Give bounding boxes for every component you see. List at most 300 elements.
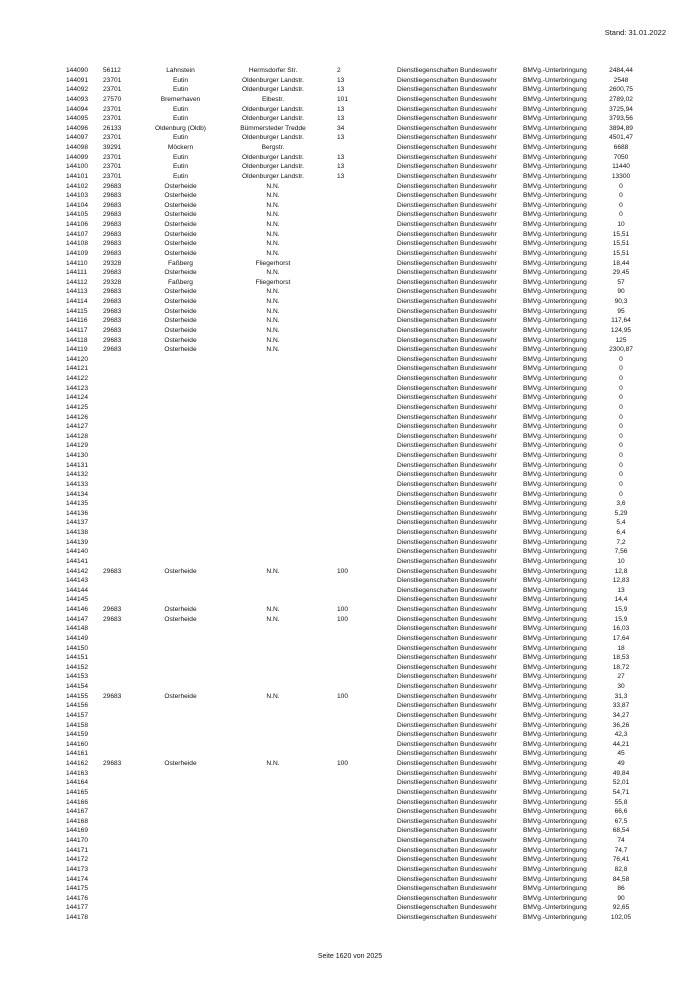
cell-category: Dienstliegenschaften Bundeswehr — [397, 288, 497, 296]
cell-city: Faßberg — [168, 259, 193, 267]
cell-postal-code — [103, 913, 143, 923]
cell-area-value: 44,21 — [612, 740, 630, 748]
cell-category: Dienstliegenschaften Bundeswehr — [397, 413, 497, 421]
cell-category: Dienstliegenschaften Bundeswehr — [397, 76, 497, 84]
cell-area-value: 92,65 — [612, 904, 630, 912]
cell-street: N.N. — [266, 567, 280, 575]
cell-usage: BMVg.-Unterbringung — [523, 509, 587, 517]
cell-city — [143, 701, 218, 711]
cell-usage: BMVg.-Unterbringung — [523, 894, 587, 902]
table-row — [66, 220, 645, 230]
cell-house-number — [328, 220, 397, 230]
cell-usage: BMVg.-Unterbringung — [523, 673, 587, 681]
table-row — [66, 913, 645, 923]
cell-postal-code — [103, 355, 143, 365]
cell-category: Dienstliegenschaften Bundeswehr — [397, 625, 497, 633]
cell-category: Dienstliegenschaften Bundeswehr — [397, 249, 497, 257]
cell-city — [143, 817, 218, 827]
cell-city — [143, 865, 218, 875]
table-row — [66, 788, 645, 798]
cell-area-value: 30 — [617, 683, 625, 690]
cell-postal-code — [103, 711, 143, 721]
table-row — [66, 586, 645, 596]
cell-category: Dienstliegenschaften Bundeswehr — [397, 529, 497, 536]
cell-row-id: 144164 — [66, 779, 89, 787]
table-row — [66, 817, 645, 827]
cell-postal-code: 29328 — [103, 278, 122, 286]
cell-row-id: 144119 — [66, 346, 88, 354]
cell-house-number: 2 — [337, 67, 341, 74]
table-row — [66, 461, 645, 471]
cell-city: Osterheide — [164, 182, 197, 190]
cell-area-value: 16,03 — [612, 625, 630, 633]
table-row — [66, 480, 645, 490]
cell-postal-code — [103, 682, 143, 692]
cell-row-id: 144178 — [66, 914, 89, 921]
cell-postal-code: 29683 — [103, 307, 122, 315]
cell-area-value: 90 — [617, 894, 625, 902]
cell-row-id: 144169 — [66, 827, 89, 835]
cell-city — [143, 711, 218, 721]
cell-category: Dienstliegenschaften Bundeswehr — [397, 163, 497, 171]
cell-postal-code — [103, 672, 143, 682]
cell-street — [218, 740, 328, 750]
cell-city — [143, 855, 218, 865]
cell-area-value: 10 — [617, 221, 625, 228]
cell-row-id: 144104 — [66, 201, 89, 209]
cell-postal-code — [103, 509, 143, 519]
cell-city — [143, 663, 218, 673]
cell-row-id: 144147 — [66, 615, 89, 623]
cell-house-number: 13 — [337, 153, 345, 161]
cell-category: Dienstliegenschaften Bundeswehr — [397, 740, 497, 748]
cell-row-id: 144170 — [66, 837, 89, 844]
cell-street — [218, 384, 328, 394]
cell-street: Fliegerhorst — [255, 278, 291, 286]
cell-city: Osterheide — [164, 606, 197, 613]
cell-category: Dienstliegenschaften Bundeswehr — [397, 201, 497, 209]
table-row — [66, 355, 645, 365]
cell-city: Möckern — [167, 144, 194, 151]
cell-street — [218, 624, 328, 634]
cell-area-value: 0 — [619, 375, 623, 382]
cell-city — [143, 846, 218, 856]
cell-postal-code — [103, 740, 143, 750]
cell-city — [143, 730, 218, 740]
cell-row-id: 144093 — [66, 95, 89, 103]
page-number: Seite 1620 von 2025 — [317, 953, 383, 960]
cell-house-number — [328, 316, 397, 326]
cell-category: Dienstliegenschaften Bundeswehr — [397, 731, 497, 739]
cell-area-value: 13300 — [611, 172, 631, 180]
cell-house-number — [328, 749, 397, 759]
cell-category: Dienstliegenschaften Bundeswehr — [397, 115, 497, 123]
cell-row-id: 144151 — [66, 654, 89, 662]
cell-row-id: 144109 — [66, 249, 89, 257]
cell-postal-code — [103, 595, 143, 605]
cell-postal-code — [103, 875, 143, 885]
cell-category: Dienstliegenschaften Bundeswehr — [397, 817, 497, 825]
cell-usage: BMVg.-Unterbringung — [523, 394, 587, 402]
cell-usage: BMVg.-Unterbringung — [523, 634, 587, 642]
cell-street: N.N. — [266, 249, 280, 257]
cell-house-number — [328, 817, 397, 827]
cell-area-value: 0 — [619, 461, 623, 469]
cell-postal-code — [103, 721, 143, 731]
cell-category: Dienstliegenschaften Bundeswehr — [397, 221, 497, 228]
cell-city — [143, 528, 218, 538]
cell-row-id: 144111 — [66, 269, 88, 277]
cell-category: Dienstliegenschaften Bundeswehr — [397, 153, 497, 161]
table-row — [66, 567, 645, 577]
cell-city — [143, 576, 218, 586]
cell-row-id: 144132 — [66, 471, 89, 479]
cell-row-id: 144096 — [66, 124, 89, 132]
cell-row-id: 144090 — [66, 67, 89, 74]
cell-city — [143, 634, 218, 644]
cell-street — [218, 653, 328, 663]
cell-usage: BMVg.-Unterbringung — [523, 269, 587, 277]
cell-postal-code: 56112 — [103, 67, 121, 74]
cell-usage: BMVg.-Unterbringung — [523, 875, 587, 883]
cell-area-value: 0 — [619, 432, 623, 440]
cell-usage: BMVg.-Unterbringung — [523, 471, 587, 479]
cell-postal-code: 29683 — [103, 269, 122, 277]
cell-postal-code — [103, 413, 143, 423]
cell-city: Eutin — [172, 172, 189, 180]
cell-postal-code — [103, 624, 143, 634]
cell-area-value: 0 — [619, 423, 623, 431]
cell-category: Dienstliegenschaften Bundeswehr — [397, 365, 497, 373]
cell-usage: BMVg.-Unterbringung — [523, 914, 587, 921]
cell-postal-code — [103, 461, 143, 471]
cell-usage: BMVg.-Unterbringung — [523, 326, 587, 334]
cell-row-id: 144139 — [66, 538, 89, 546]
cell-row-id: 144153 — [66, 673, 89, 681]
cell-house-number — [328, 355, 397, 365]
cell-usage: BMVg.-Unterbringung — [523, 500, 587, 508]
cell-area-value: 125 — [615, 336, 627, 344]
cell-street: Elbestr. — [262, 95, 284, 103]
table-row — [66, 778, 645, 788]
cell-house-number — [328, 903, 397, 913]
cell-house-number: 13 — [337, 105, 345, 113]
cell-house-number — [328, 268, 397, 278]
cell-row-id: 144108 — [66, 240, 89, 248]
cell-city — [143, 913, 218, 923]
cell-row-id: 144168 — [66, 817, 89, 825]
cell-street: N.N. — [266, 692, 280, 700]
cell-street — [218, 817, 328, 827]
cell-postal-code: 29683 — [103, 346, 122, 354]
cell-postal-code — [103, 403, 143, 413]
cell-category: Dienstliegenschaften Bundeswehr — [397, 346, 497, 354]
cell-house-number — [328, 201, 397, 211]
cell-city — [143, 740, 218, 750]
cell-city: Osterheide — [164, 760, 197, 767]
cell-city: Osterheide — [164, 249, 197, 257]
cell-street: Oldenburger Landstr. — [242, 115, 304, 123]
cell-usage: BMVg.-Unterbringung — [523, 307, 587, 315]
cell-street — [218, 364, 328, 374]
cell-row-id: 144161 — [66, 750, 89, 758]
cell-house-number — [328, 480, 397, 490]
cell-area-value: 86 — [617, 885, 625, 893]
cell-row-id: 144098 — [66, 144, 89, 151]
cell-area-value: 31,3 — [614, 692, 628, 700]
cell-city — [143, 432, 218, 442]
cell-city: Osterheide — [164, 615, 197, 623]
cell-row-id: 144102 — [66, 182, 89, 190]
cell-row-id: 144138 — [66, 529, 89, 536]
cell-usage: BMVg.-Unterbringung — [523, 692, 587, 700]
cell-category: Dienstliegenschaften Bundeswehr — [397, 105, 497, 113]
cell-city: Oldenburg (Oldb) — [155, 124, 206, 132]
cell-usage: BMVg.-Unterbringung — [523, 115, 587, 123]
cell-postal-code: 29683 — [103, 201, 122, 209]
cell-usage: BMVg.-Unterbringung — [523, 731, 587, 739]
cell-street — [218, 586, 328, 596]
cell-postal-code — [103, 441, 143, 451]
cell-category: Dienstliegenschaften Bundeswehr — [397, 490, 497, 498]
cell-city: Osterheide — [164, 567, 197, 575]
cell-postal-code — [103, 807, 143, 817]
cell-postal-code — [103, 518, 143, 528]
table-row — [66, 692, 645, 702]
table-row — [66, 769, 645, 779]
cell-usage: BMVg.-Unterbringung — [523, 615, 587, 623]
cell-house-number — [328, 740, 397, 750]
cell-street — [218, 846, 328, 856]
cell-city — [143, 903, 218, 913]
cell-street — [218, 682, 328, 692]
cell-city — [143, 826, 218, 836]
cell-row-id: 144117 — [66, 326, 88, 334]
cell-area-value: 0 — [619, 211, 623, 219]
cell-category: Dienstliegenschaften Bundeswehr — [397, 548, 497, 556]
table-row — [66, 374, 645, 384]
cell-street — [218, 490, 328, 500]
cell-street — [218, 855, 328, 865]
cell-street — [218, 788, 328, 798]
cell-row-id: 144146 — [66, 606, 89, 613]
cell-city: Osterheide — [164, 298, 197, 305]
cell-row-id: 144101 — [66, 172, 89, 180]
cell-usage: BMVg.-Unterbringung — [523, 750, 587, 758]
cell-street — [218, 913, 328, 923]
cell-area-value: 117,64 — [611, 317, 631, 325]
cell-house-number — [328, 846, 397, 856]
cell-house-number — [328, 259, 397, 269]
cell-category: Dienstliegenschaften Bundeswehr — [397, 124, 497, 132]
table-row — [66, 451, 645, 461]
cell-usage: BMVg.-Unterbringung — [523, 221, 587, 228]
cell-city: Osterheide — [164, 240, 197, 248]
cell-row-id: 144129 — [66, 442, 89, 450]
cell-postal-code — [103, 644, 143, 654]
table-row — [66, 230, 645, 240]
cell-house-number — [328, 413, 397, 423]
cell-area-value: 3725,94 — [609, 105, 633, 113]
table-row — [66, 682, 645, 692]
cell-house-number — [328, 826, 397, 836]
cell-area-value: 66,6 — [614, 808, 628, 816]
cell-row-id: 144154 — [66, 683, 89, 690]
cell-city: Lahnstein — [166, 67, 195, 74]
cell-street: N.N. — [266, 288, 280, 296]
cell-usage: BMVg.-Unterbringung — [523, 625, 587, 633]
cell-street — [218, 769, 328, 779]
cell-area-value: 0 — [619, 442, 623, 450]
cell-city — [143, 721, 218, 731]
cell-city: Osterheide — [164, 211, 197, 219]
cell-area-value: 14,4 — [614, 596, 628, 604]
cell-usage: BMVg.-Unterbringung — [523, 788, 587, 796]
cell-usage: BMVg.-Unterbringung — [523, 548, 587, 556]
cell-street — [218, 509, 328, 519]
cell-row-id: 144110 — [66, 259, 88, 267]
cell-usage: BMVg.-Unterbringung — [523, 702, 587, 710]
cell-row-id: 144112 — [66, 278, 88, 286]
table-row — [66, 326, 645, 336]
cell-area-value: 0 — [619, 355, 623, 363]
cell-row-id: 144148 — [66, 625, 89, 633]
table-row — [66, 547, 645, 557]
cell-usage: BMVg.-Unterbringung — [523, 259, 587, 267]
cell-city: Osterheide — [164, 288, 197, 296]
cell-usage: BMVg.-Unterbringung — [523, 365, 587, 373]
cell-house-number — [328, 721, 397, 731]
cell-row-id: 144145 — [66, 596, 89, 604]
cell-street: Bümmersteder Tredde — [240, 124, 306, 132]
cell-street — [218, 595, 328, 605]
cell-street: N.N. — [266, 182, 280, 190]
cell-row-id: 144136 — [66, 509, 89, 517]
cell-usage: BMVg.-Unterbringung — [523, 663, 587, 671]
cell-area-value: 90,3 — [614, 298, 628, 305]
cell-street — [218, 778, 328, 788]
cell-house-number — [328, 653, 397, 663]
cell-house-number — [328, 663, 397, 673]
cell-city — [143, 778, 218, 788]
cell-postal-code — [103, 422, 143, 432]
cell-street — [218, 884, 328, 894]
table-row — [66, 470, 645, 480]
cell-category: Dienstliegenschaften Bundeswehr — [397, 519, 497, 527]
table-row — [66, 95, 645, 105]
cell-street — [218, 894, 328, 904]
cell-usage: BMVg.-Unterbringung — [523, 403, 587, 411]
cell-postal-code: 23701 — [103, 163, 122, 171]
cell-area-value: 11440 — [612, 163, 630, 171]
cell-postal-code — [103, 499, 143, 509]
cell-row-id: 144113 — [66, 288, 88, 296]
table-row — [66, 441, 645, 451]
cell-postal-code — [103, 634, 143, 644]
cell-row-id: 144115 — [66, 307, 88, 315]
table-row — [66, 653, 645, 663]
cell-category: Dienstliegenschaften Bundeswehr — [397, 846, 497, 854]
cell-usage: BMVg.-Unterbringung — [523, 95, 587, 103]
cell-row-id: 144143 — [66, 577, 89, 585]
cell-city — [143, 653, 218, 663]
table-row — [66, 836, 645, 846]
cell-usage: BMVg.-Unterbringung — [523, 153, 587, 161]
cell-category: Dienstliegenschaften Bundeswehr — [397, 423, 497, 431]
cell-area-value: 7050 — [613, 153, 629, 161]
cell-street — [218, 393, 328, 403]
cell-usage: BMVg.-Unterbringung — [523, 355, 587, 363]
cell-postal-code — [103, 788, 143, 798]
cell-row-id: 144107 — [66, 230, 89, 238]
cell-city: Osterheide — [164, 346, 197, 354]
cell-area-value: 84,58 — [612, 875, 630, 883]
cell-usage: BMVg.-Unterbringung — [523, 577, 587, 585]
cell-city: Eutin — [172, 86, 189, 94]
cell-row-id: 144123 — [66, 384, 89, 392]
cell-house-number — [328, 557, 397, 567]
cell-city — [143, 547, 218, 557]
cell-usage: BMVg.-Unterbringung — [523, 817, 587, 825]
cell-house-number — [328, 451, 397, 461]
table-row — [66, 249, 645, 259]
cell-usage: BMVg.-Unterbringung — [523, 201, 587, 209]
cell-row-id: 144162 — [66, 760, 89, 767]
cell-category: Dienstliegenschaften Bundeswehr — [397, 480, 497, 488]
cell-city — [143, 509, 218, 519]
cell-area-value: 74,7 — [614, 846, 628, 854]
cell-area-value: 0 — [619, 394, 623, 402]
cell-house-number — [328, 730, 397, 740]
cell-area-value: 15,51 — [612, 249, 630, 257]
cell-category: Dienstliegenschaften Bundeswehr — [397, 355, 497, 363]
cell-street — [218, 538, 328, 548]
cell-postal-code — [103, 480, 143, 490]
cell-area-value: 0 — [619, 182, 623, 190]
cell-area-value: 67,5 — [614, 817, 628, 825]
cell-postal-code: 29683 — [103, 567, 122, 575]
cell-area-value: 0 — [619, 403, 623, 411]
table-row — [66, 287, 645, 297]
cell-row-id: 144165 — [66, 788, 89, 796]
cell-category: Dienstliegenschaften Bundeswehr — [397, 86, 497, 94]
cell-postal-code — [103, 865, 143, 875]
table-row — [66, 191, 645, 201]
cell-postal-code: 27570 — [103, 95, 122, 103]
cell-category: Dienstliegenschaften Bundeswehr — [397, 634, 497, 642]
cell-city — [143, 875, 218, 885]
cell-area-value: 15,51 — [612, 240, 630, 248]
cell-category: Dienstliegenschaften Bundeswehr — [397, 856, 497, 864]
cell-house-number — [328, 509, 397, 519]
cell-city — [143, 461, 218, 471]
cell-city: Osterheide — [164, 317, 197, 325]
cell-usage: BMVg.-Unterbringung — [523, 240, 587, 248]
cell-house-number — [328, 422, 397, 432]
cell-area-value: 52,01 — [612, 779, 630, 787]
cell-usage: BMVg.-Unterbringung — [523, 67, 587, 74]
cell-house-number: 100 — [337, 615, 349, 623]
cell-area-value: 0 — [619, 452, 623, 459]
cell-postal-code — [103, 769, 143, 779]
cell-city — [143, 364, 218, 374]
cell-row-id: 144134 — [66, 490, 89, 498]
cell-postal-code: 23701 — [103, 134, 122, 142]
cell-category: Dienstliegenschaften Bundeswehr — [397, 384, 497, 392]
cell-usage: BMVg.-Unterbringung — [523, 413, 587, 421]
cell-city — [143, 595, 218, 605]
table-row — [66, 66, 645, 76]
